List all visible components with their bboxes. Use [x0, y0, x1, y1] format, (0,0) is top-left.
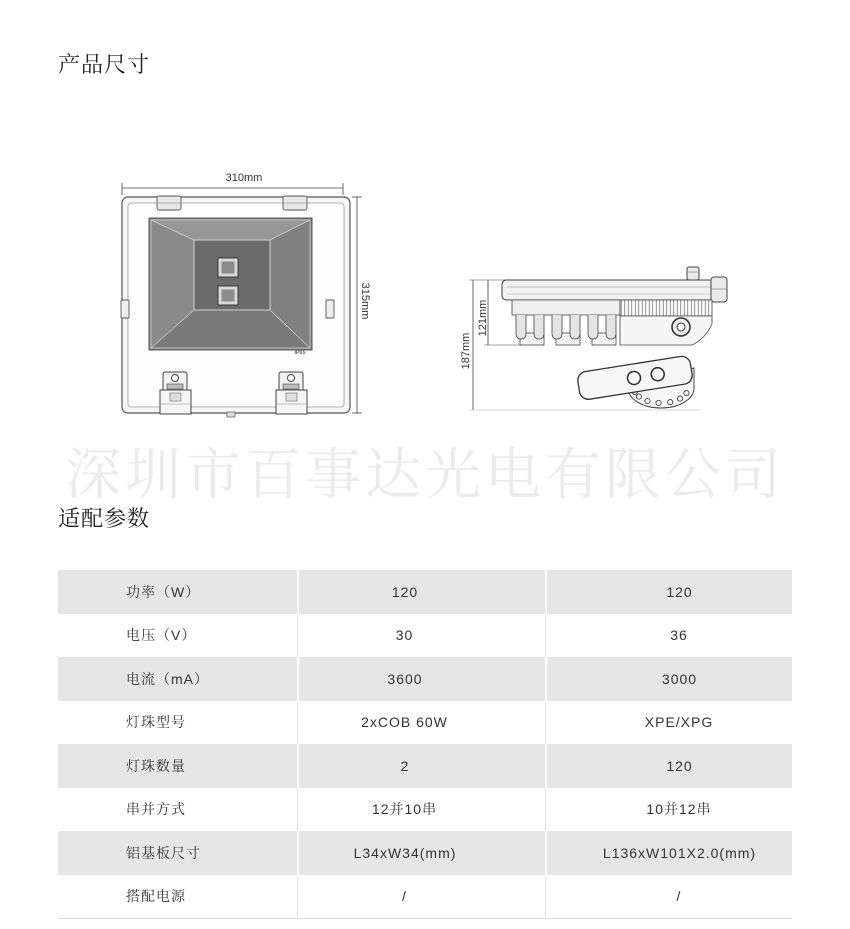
param-label: 灯珠型号 [126, 714, 186, 731]
product-dimension-drawing [0, 160, 850, 430]
param-value-a: 2xCOB 60W [297, 701, 545, 745]
param-label: 灯珠数量 [126, 757, 186, 774]
cable-gland [687, 267, 699, 280]
cob-led-chip [218, 286, 238, 305]
side-view [460, 267, 727, 410]
cob-led-chip [218, 258, 238, 277]
params-table [58, 570, 792, 919]
ip-rating-label: IP65 [294, 350, 306, 356]
heatsink-fin [552, 315, 562, 339]
front-view [121, 172, 371, 417]
table-row [58, 788, 792, 832]
param-value-a: 3600 [297, 657, 545, 701]
param-label: 功率（W） [126, 583, 201, 600]
chip-inner [222, 262, 235, 274]
end-cap [711, 277, 727, 302]
angle-hole [678, 396, 683, 401]
param-value-a: / [297, 875, 545, 919]
param-value-b: 120 [545, 744, 792, 788]
heatsink-base [512, 300, 620, 315]
body-height-label: 121mm [477, 299, 489, 337]
param-value-a: 120 [297, 570, 545, 614]
bracket-bolt [288, 375, 295, 382]
mounting-bracket-left [160, 372, 191, 414]
angle-hole [636, 394, 641, 399]
table-row [58, 701, 792, 745]
bracket-window [286, 393, 297, 401]
pivot-knob-center [677, 323, 685, 331]
heatsink-fin [606, 315, 616, 339]
table-row [58, 744, 792, 788]
param-value-b: 120 [545, 570, 792, 614]
section-title-dimensions: 产品尺寸 [58, 52, 151, 77]
total-height-label: 187mm [460, 332, 472, 370]
housing-rear [620, 316, 712, 345]
mounting-bracket-right [276, 372, 307, 414]
width-dimension [122, 183, 343, 195]
table-row [58, 875, 792, 919]
angle-hole [668, 400, 673, 405]
bracket-slot [167, 384, 183, 389]
param-value-a: 30 [297, 614, 545, 658]
param-value-b: 36 [545, 614, 792, 658]
param-value-b: XPE/XPG [545, 701, 792, 745]
side-clip [121, 300, 129, 318]
param-label: 串并方式 [126, 801, 186, 818]
angle-hole [684, 391, 689, 396]
side-clip [326, 300, 334, 318]
heatsink-fin [570, 315, 580, 339]
table-row [58, 831, 792, 875]
heatsink-ribs [620, 300, 712, 316]
heatsink-fin [516, 315, 526, 339]
bracket-window [170, 393, 181, 401]
top-frame [502, 280, 712, 300]
light-panel [149, 218, 312, 350]
heatsink-fin [534, 315, 544, 339]
bracket-slot [283, 384, 299, 389]
param-value-a: L34xW34(mm) [297, 831, 545, 875]
param-label: 电流（mA） [126, 670, 209, 687]
param-value-b: 3000 [545, 657, 792, 701]
table-row [58, 657, 792, 701]
bottom-tab [227, 412, 235, 417]
param-label: 电压（V） [126, 627, 197, 644]
param-value-b: / [545, 875, 792, 919]
param-value-b: 10并12串 [545, 788, 792, 832]
param-label: 铝基板尺寸 [126, 844, 201, 861]
width-dimension-label: 310mm [225, 172, 263, 184]
watermark-text: 深圳市百事达光电有限公司 [65, 443, 785, 506]
angle-hole [645, 398, 650, 403]
heatsink-fin [588, 315, 598, 339]
param-value-a: 12并10串 [297, 788, 545, 832]
param-value-b: L136xW101X2.0(mm) [545, 831, 792, 875]
height-dimension-label: 315mm [359, 282, 371, 320]
param-value-a: 2 [297, 744, 545, 788]
angle-hole [656, 400, 661, 405]
bracket-bolt [172, 375, 179, 382]
table-row [58, 570, 792, 614]
param-label: 搭配电源 [126, 888, 186, 905]
section-title-params: 适配参数 [58, 506, 151, 531]
chip-inner [222, 290, 235, 302]
table-row [58, 614, 792, 658]
